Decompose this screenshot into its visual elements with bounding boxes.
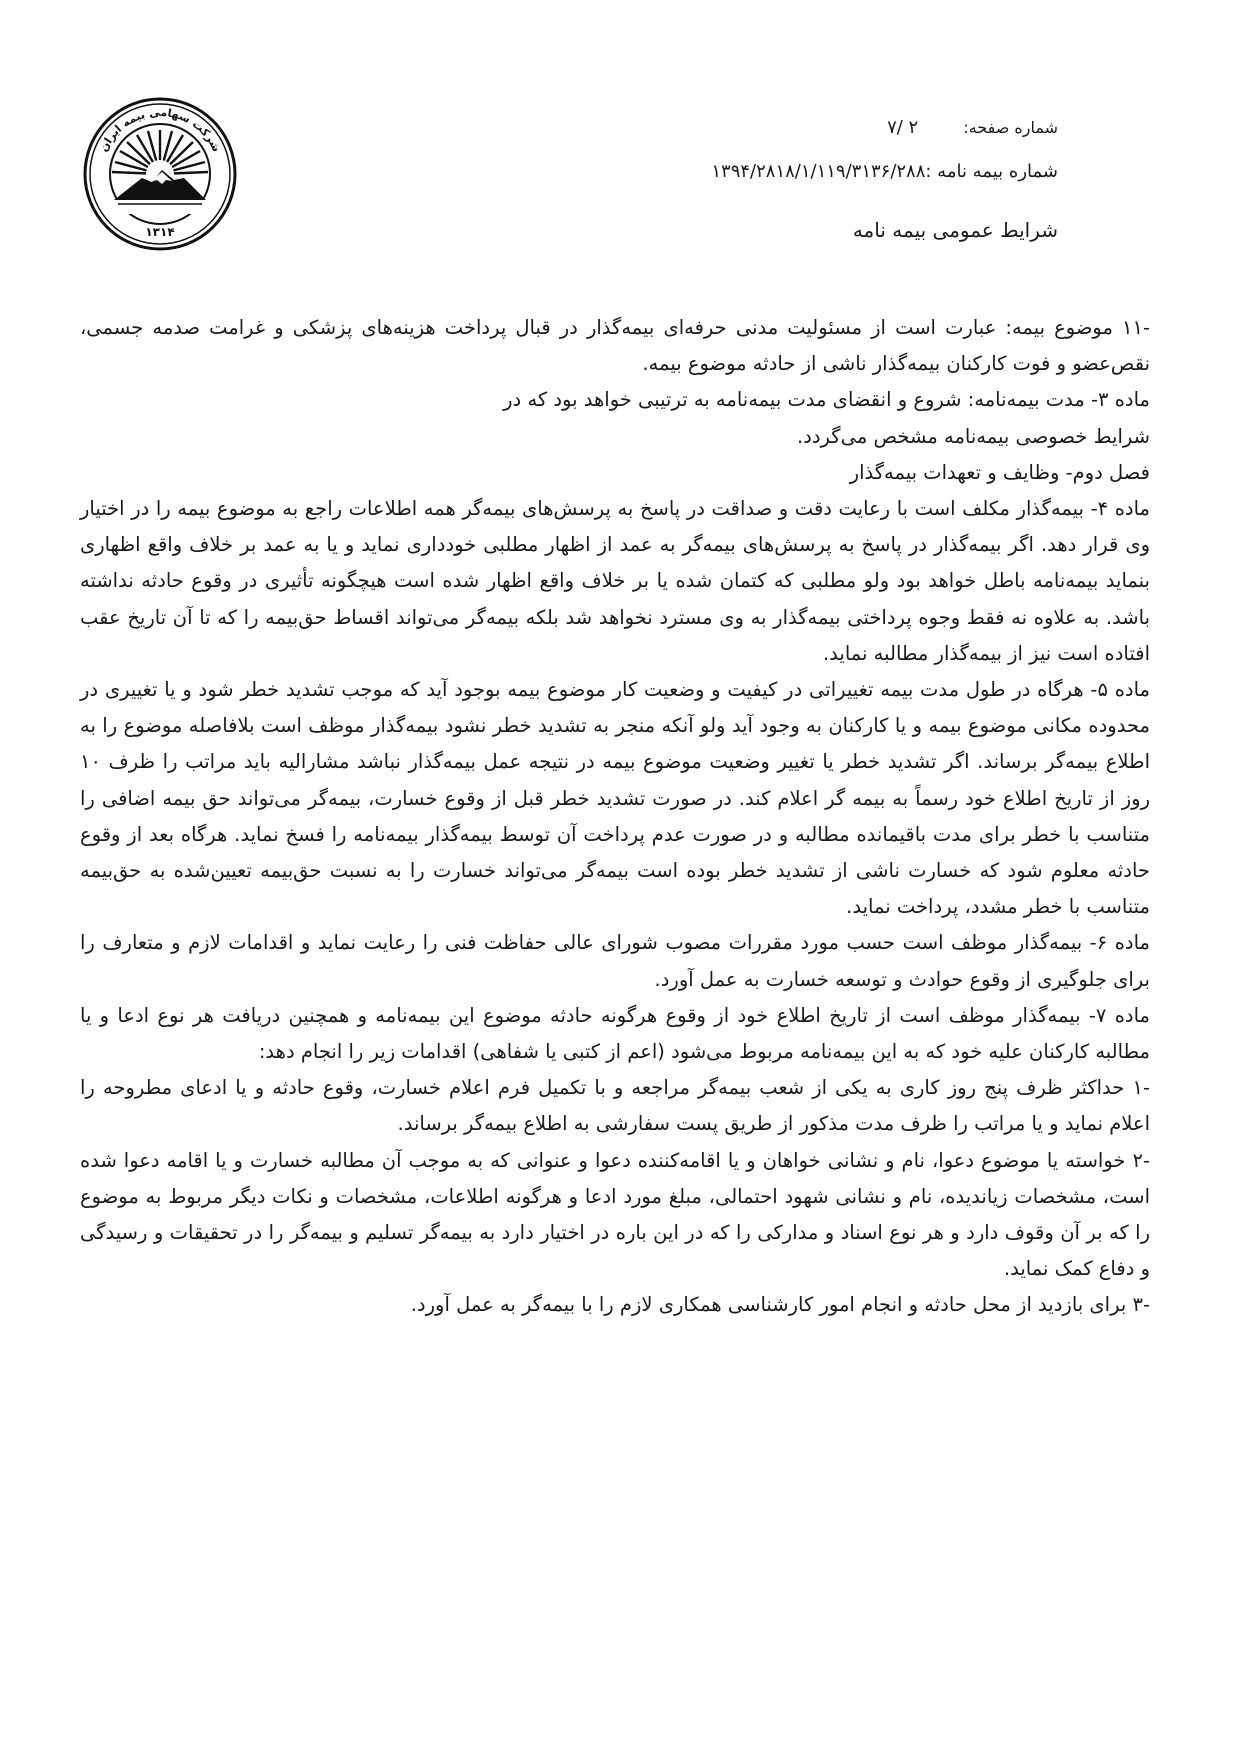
article-5: ماده ۵- هرگاه در طول مدت بیمه تغییراتی در کیفیت و وضعیت کار موضوع بیمه بوجود آید که موجب تشدید خطر شود و یا تغییری در محدوده مکانی موضوع بیمه و یا کارکنان به وجود آید ولو آنکه منجر به تشدید خطر نشود بیمه‌گذار موظف است بلافاصله موضوع را به اطلاع بیمه‌گر برساند. اگر تشدید خطر یا تغییر وضعیت موضوع بیمه در نتیجه عمل بیمه‌گذار نباشد مشارالیه باید مراتب را ظرف ۱۰ روز از تاریخ اطلاع خود رسماً به بیمه گر اعلام کند. در صورت تشدید خطر قبل از وقوع خسارت، بیمه‌گر می‌تواند حق بیمه اضافی را متناسب با خطر برای مدت باقیمانده مطالبه و در صورت عدم پرداخت آن توسط بیمه‌گذار بیمه‌نامه را فسخ نماید. هرگاه بعد از وقوع حادثه معلوم شود که خسارت ناشی از تشدید خطر بوده است بیمه‌گر می‌تواند خسارت را به نسبت حق‌بیمه تعیین‌شده به حق‌بیمه متناسب با خطر مشدد، پرداخت نماید. xyxy=(80,678,1150,919)
document-header xyxy=(438,108,1058,254)
article-3-line1: ماده ۳- مدت بیمه‌نامه: شروع و انقضای مدت بیمه‌نامه به ترتیبی خواهد بود که در xyxy=(503,388,1150,412)
seal-year-text: ۱۳۱۴ xyxy=(145,225,175,239)
article-7-item-3: -۳ برای بازدید از محل حادثه و انجام امور کارشناسی همکاری لازم را با بیمه‌گر به عمل آورد. xyxy=(410,1293,1150,1317)
document-body xyxy=(80,310,1150,1324)
article-7: ماده ۷- بیمه‌گذار موظف است از تاریخ اطلاع خود از وقوع هرگونه حادثه موضوع این بیمه‌نامه و همچنین دریافت هر نوع ادعا و یا مطالبه کارکنان علیه خود که به این بیمه‌نامه مربوط می‌شود (اعم از کتبی یا شفاهی) اقدامات زیر را انجام دهد: xyxy=(80,1003,1150,1064)
chapter-2-heading: فصل دوم- وظایف و تعهدات بیمه‌گذار xyxy=(849,460,1150,484)
article-3-line2: شرایط خصوصی بیمه‌نامه مشخص می‌گردد. xyxy=(796,424,1150,448)
document-title: شرایط عمومی بیمه نامه xyxy=(852,218,1058,242)
page-number-label: شماره صفحه: xyxy=(963,118,1058,137)
article-6: ماده ۶- بیمه‌گذار موظف است حسب مورد مقررات مصوب شورای عالی حفاظت فنی را رعایت نماید و اقدامات لازم و متعارف را برای جلوگیری از وقوع حوادث و توسعه خسارت به عمل آورد. xyxy=(80,931,1150,991)
paragraph-item-11: -۱۱ موضوع بیمه: عبارت است از مسئولیت مدنی حرفه‌ای بیمه‌گذار در قبال پرداخت هزینه‌های پزشکی و غرامت صدمه جسمی، نقص‌عضو و فوت کارکنان بیمه‌گذار ناشی از حادثه موضوع بیمه. xyxy=(80,316,1150,376)
article-7-item-2: -۲ خواسته یا موضوع دعوا، نام و نشانی خواهان و یا اقامه‌کننده دعوا و عنوانی که به موجب آن مطالبه خسارت و یا اقامه دعوا شده است، مشخصات زیاندیده، نام و نشانی شهود احتمالی، مبلغ مورد ادعا و هرگونه اطلاعات، مشخصات و نکات دیگر مربوط به موضوع را که بر آن وقوف دارد و هر نوع اسناد و مدارکی را که در این باره در اختیار دارد به بیمه‌گر تسلیم و بیمه‌گر را در تحقیقات و رسیدگی و دفاع کمک نماید. xyxy=(80,1148,1150,1281)
policy-number: شماره بیمه نامه :۱۳۹۴/۲۸۱۸/۱/۱۱۹/۳۱۳۶/۲۸۸ xyxy=(711,161,1058,182)
page-number-row xyxy=(438,108,1058,148)
page-number: ۲ /۷ xyxy=(887,117,919,138)
company-seal-logo xyxy=(82,96,238,252)
article-4: ماده ۴- بیمه‌گذار مکلف است با رعایت دقت و صداقت در پاسخ به پرسش‌های بیمه‌گر همه اطلاعات راجع به موضوع بیمه را در اختیار وی قرار دهد. اگر بیمه‌گذار در پاسخ به پرسش‌های بیمه‌گر به عمد از اظهار مطلبی خودداری نماید و یا به عمد بر خلاف واقع اظهاری بنماید بیمه‌نامه باطل خواهد بود ولو مطلبی که کتمان شده یا بر خلاف واقع اظهار شده است هیچگونه تأثیری در وقوع حادثه نداشته باشد. به علاوه نه فقط وجوه پرداختی بیمه‌گذار به وی مسترد نخواهد شد بلکه بیمه‌گر می‌تواند اقساط حق‌بیمه را که تا آن تاریخ عقب افتاده است نیز از بیمه‌گذار مطالبه نماید. xyxy=(80,497,1150,665)
svg-text:شرکت سهامی بیمه ایران: شرکت سهامی بیمه ایران xyxy=(96,105,224,154)
article-7-item-1: -۱ حداکثر ظرف پنج روز کاری به یکی از شعب بیمه‌گر مراجعه و با تکمیل فرم اعلام خسارت، وقوع حادثه و یا ادعای مطروحه را اعلام نماید و یا مراتب را ظرف مدت مذکور از طریق پست سفارشی به اطلاع بیمه‌گر برساند. xyxy=(80,1076,1150,1136)
